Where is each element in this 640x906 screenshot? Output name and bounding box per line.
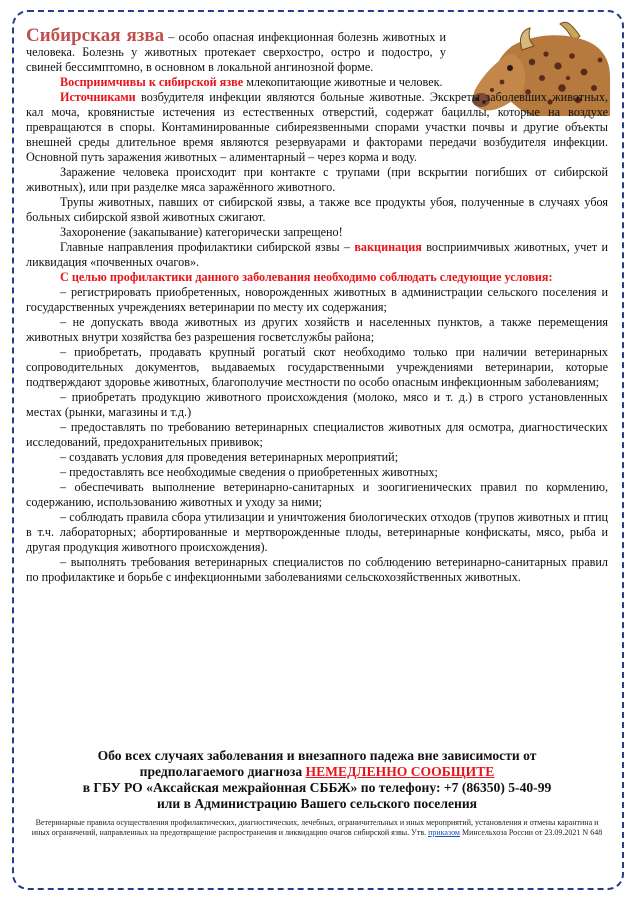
report-notice — [26, 748, 608, 812]
conditions-heading: С целью профилактики данного заболевания необходимо соблюдать следующие условия: — [60, 270, 553, 284]
report-line-2-text: предполагаемого диагноза — [139, 764, 306, 779]
list-item: – приобретать продукцию животного происхождения (молоко, мясо и т. д.) в строго установленных местах (рынки, магазины и т.д.) — [26, 390, 608, 419]
intro-paragraph — [26, 25, 446, 75]
report-line-1: Обо всех случаях заболевания и внезапного падежа вне зависимости от — [97, 748, 537, 763]
vaccination-highlight: вакцинация — [354, 240, 422, 254]
list-item: – выполнять требования ветеринарных специалистов по соблюдению ветеринарно-санитарных правил по профилактике и борьбе с инфекционными заболеваниями сельскохозяйственных животных. — [26, 555, 608, 584]
carcasses-paragraph: Трупы животных, павших от сибирской язвы, а также все продукты убоя, полученные в случаях убоя больных сибирской язвой животных сжигают. — [26, 195, 608, 224]
prevention-text-before: Главные направления профилактики сибирской язвы – — [60, 240, 355, 254]
regulation-note-text-end: Минсельхоза России от 23.09.2021 N 648 — [460, 828, 603, 837]
prevention-text-after: восприимчивых животных, учет и ликвидация «почвенных очагов». — [26, 240, 608, 269]
list-item: – приобретать, продавать крупный рогатый скот необходимо только при наличии ветеринарных сопроводительных документов, выдаваемых государственными учреждениями ветеринарии, которые подтверждают здоровье животных, благополучие местности по особо опасным инфекционным заболеваниям; — [26, 345, 608, 389]
report-line-4: или в Администрацию Вашего сельского поселения — [156, 796, 478, 811]
list-item: – соблюдать правила сбора утилизации и уничтожения биологических отходов (трупов животных и птиц в т.ч. лабораторных; абортированные и мертворожденные плоды, ветеринарные конфискаты, мясо, рыба и другая продукция животного происхождения). — [26, 510, 608, 554]
list-item: – регистрировать приобретенных, новорожденных животных в администрации сельского поселения и государственных учреждениях ветеринарии по месту их содержания; — [26, 285, 608, 314]
page-title: Сибирская язва — [26, 25, 165, 46]
report-line-3: в ГБУ РО «Аксайская межрайонная СББЖ» по телефону: +7 (86350) 5-40-99 — [82, 780, 552, 795]
intro-text: – особо опасная инфекционная болезнь животных и человека. Болезнь у животных протекает сверхостро, остро и подостро, у свиней бессимптомно, в основном в локальной ангинозной форме. — [26, 30, 446, 74]
report-line-2 — [26, 764, 608, 780]
susceptible-label: Восприимчивы к сибирской язве — [60, 75, 244, 89]
conditions-list — [26, 285, 608, 585]
human-infection-paragraph: Заражение человека происходит при контакте с трупами (при вскрытии погибших от сибирской животных), или при разделке мяса заражённого животного. — [26, 165, 608, 194]
regulation-note — [26, 818, 608, 838]
sources-label: Источниками — [60, 90, 136, 104]
report-immediately-highlight: НЕМЕДЛЕННО СООБЩИТЕ — [305, 764, 495, 779]
sources-paragraph — [26, 90, 608, 165]
burial-paragraph: Захоронение (закапывание) категорически запрещено! — [60, 225, 343, 239]
list-item: – обеспечивать выполнение ветеринарно-санитарных и зоогигиенических правил по кормлению, содержанию, использованию животных и уходу за ними; — [26, 480, 608, 509]
susceptible-text: млекопитающие животные и человек. — [243, 75, 443, 89]
list-item: – предоставлять все необходимые сведения о приобретенных животных; — [60, 465, 438, 479]
sources-text: возбудителя инфекции являются больные животные. Экскреты заболевших животных, кал моча, кровянистые истечения из естественных отверстий, содержат бациллы, которые на воздухе превращаются в споры. Контаминированные сибиреязвенными спорами участки почвы и другие объекты внешней среды длительное время являются резервуарами и факторами передачи возбудителя инфекции. Основной путь заражения животных – алиментарный – через корма и воду. — [26, 90, 608, 164]
regulation-note-text: Ветеринарные правила осуществления профилактических, диагностических, лечебных, ограничительных и иных мероприятий, установления и отмены карантина и иных ограничений, направленных на предотвращение распространения и ликвидацию очагов сибирской язвы. Утв. — [31, 818, 599, 837]
list-item: – предоставлять по требованию ветеринарных специалистов животных для осмотра, диагностических исследований, предохранительных прививок; — [26, 420, 608, 449]
list-item: – не допускать ввода животных из других хозяйств и населенных пунктов, а также перемещения животных внутри хозяйства без разрешения госветслужбы района; — [26, 315, 608, 344]
susceptible-paragraph — [26, 75, 608, 90]
prevention-paragraph — [26, 240, 608, 270]
main-content — [26, 25, 608, 585]
order-link[interactable]: приказом — [428, 828, 460, 837]
list-item: – создавать условия для проведения ветеринарных мероприятий; — [60, 450, 399, 464]
